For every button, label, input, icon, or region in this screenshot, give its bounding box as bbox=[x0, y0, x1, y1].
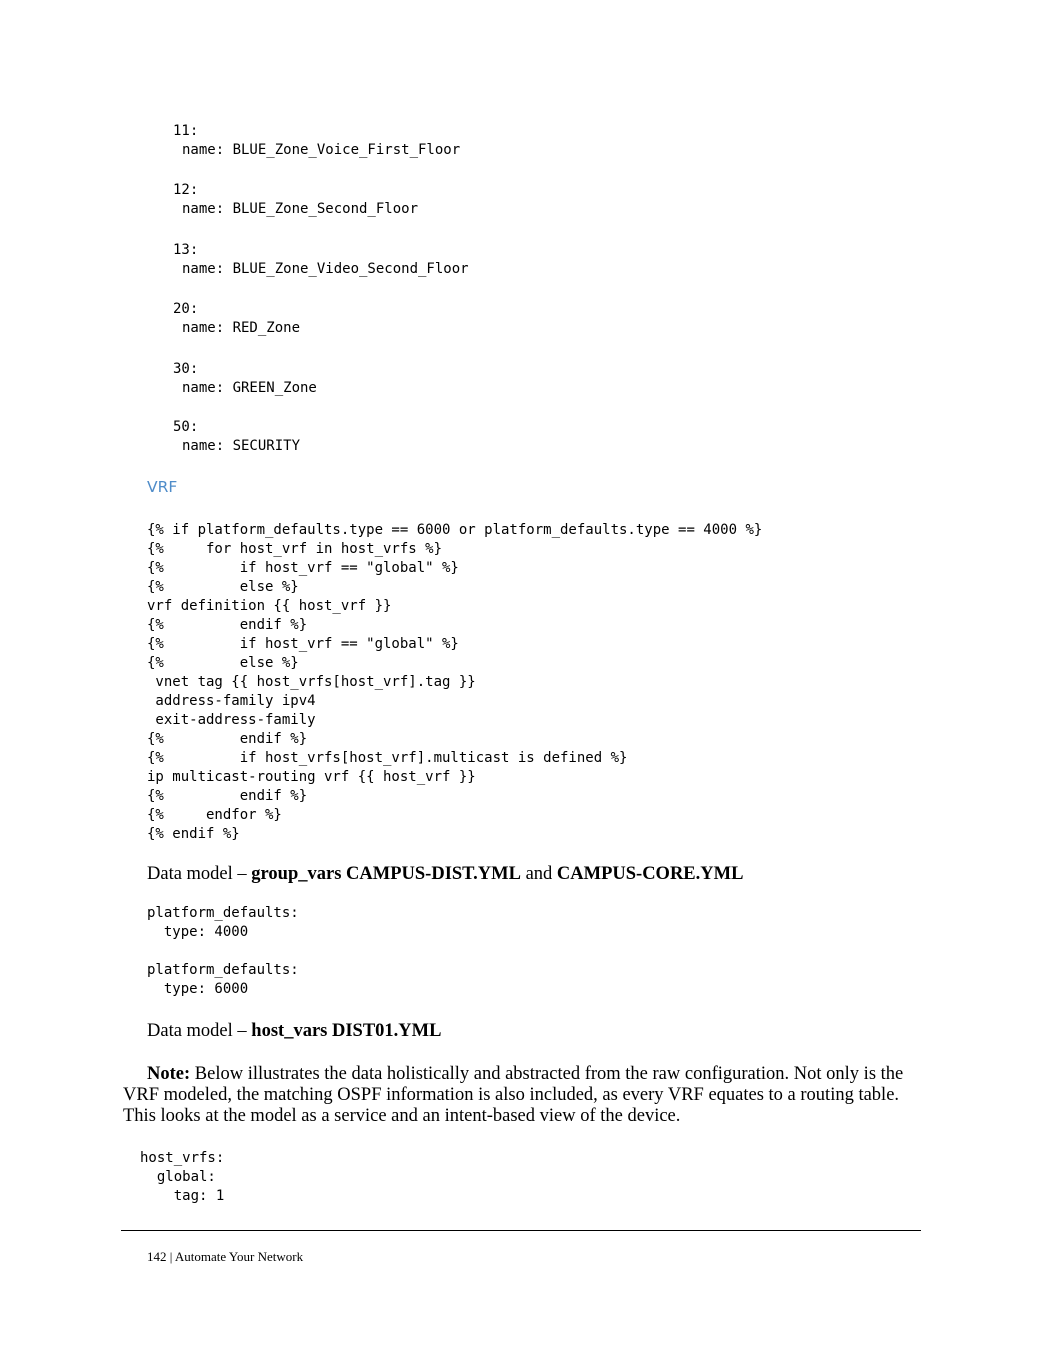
vlan-name: name: GREEN_Zone bbox=[182, 380, 317, 396]
code-line: {% endif %} bbox=[147, 617, 308, 633]
vlan-name: name: BLUE_Zone_Second_Floor bbox=[182, 201, 419, 217]
code-line: {% endif %} bbox=[147, 788, 308, 804]
note-line bbox=[123, 1064, 923, 1085]
code-line: {% else %} bbox=[147, 579, 299, 595]
code-line: type: 4000 bbox=[147, 924, 249, 940]
caption-filename: host_vars DIST01.YML bbox=[251, 1021, 442, 1041]
vlan-key: 20: bbox=[173, 301, 199, 317]
code-line: address-family ipv4 bbox=[147, 693, 316, 709]
vlan-key: 12: bbox=[173, 182, 199, 198]
code-line: platform_defaults: bbox=[147, 962, 299, 978]
vlan-key: 13: bbox=[173, 242, 199, 258]
code-line: {% else %} bbox=[147, 655, 299, 671]
note-text: Below illustrates the data holistically and abstracted from the raw configuration. Not only is the bbox=[190, 1064, 904, 1084]
caption-conjunction: and bbox=[520, 864, 557, 884]
note-label: Note: bbox=[147, 1064, 191, 1084]
vlan-key: 50: bbox=[173, 419, 199, 435]
host-vrfs-code-block bbox=[140, 1149, 224, 1206]
vlan-name: name: BLUE_Zone_Video_Second_Floor bbox=[182, 261, 469, 277]
code-line: tag: 1 bbox=[140, 1188, 225, 1204]
code-line: {% if host_vrfs[host_vrf].multicast is defined %} bbox=[147, 750, 628, 766]
platform-defaults-block bbox=[147, 904, 299, 942]
code-line: {% endfor %} bbox=[147, 807, 282, 823]
code-line: host_vrfs: bbox=[140, 1150, 225, 1166]
code-line: {% if platform_defaults.type == 6000 or platform_defaults.type == 4000 %} bbox=[147, 522, 763, 538]
note-line: VRF modeled, the matching OSPF information is also included, as every VRF equates to a routing table. bbox=[123, 1085, 900, 1105]
code-line: {% if host_vrf == "global" %} bbox=[147, 560, 459, 576]
caption-filename: CAMPUS-CORE.YML bbox=[556, 864, 744, 884]
code-line: exit-address-family bbox=[147, 712, 316, 728]
code-line: ip multicast-routing vrf {{ host_vrf }} bbox=[147, 769, 476, 785]
caption-prefix: Data model – bbox=[147, 864, 252, 884]
vlan-key: 30: bbox=[173, 361, 199, 377]
code-line: {% endif %} bbox=[147, 731, 308, 747]
code-line: platform_defaults: bbox=[147, 905, 299, 921]
code-line: {% endif %} bbox=[147, 826, 240, 842]
vlan-name: name: BLUE_Zone_Voice_First_Floor bbox=[182, 142, 461, 158]
caption-filename: group_vars CAMPUS-DIST.YML bbox=[251, 864, 521, 884]
code-line: vrf definition {{ host_vrf }} bbox=[147, 598, 392, 614]
group-vars-caption bbox=[147, 864, 743, 885]
note-line: This looks at the model as a service and an intent-based view of the device. bbox=[123, 1106, 681, 1126]
code-line: {% for host_vrf in host_vrfs %} bbox=[147, 541, 443, 557]
platform-defaults-block bbox=[147, 961, 299, 999]
vlan-name: name: SECURITY bbox=[182, 438, 301, 454]
code-line: type: 6000 bbox=[147, 981, 249, 997]
note-paragraph bbox=[123, 1064, 923, 1127]
footer-divider bbox=[121, 1230, 921, 1231]
code-line: global: bbox=[140, 1169, 216, 1185]
code-line: vnet tag {{ host_vrfs[host_vrf].tag }} bbox=[147, 674, 476, 690]
code-line: {% if host_vrf == "global" %} bbox=[147, 636, 459, 652]
vrf-section-heading: VRF bbox=[147, 478, 178, 496]
caption-prefix: Data model – bbox=[147, 1021, 252, 1041]
host-vars-caption bbox=[147, 1021, 441, 1042]
page-footer: 142 | Automate Your Network bbox=[147, 1249, 304, 1264]
vlan-name: name: RED_Zone bbox=[182, 320, 301, 336]
vlan-key: 11: bbox=[173, 123, 199, 139]
vrf-template-code-block bbox=[147, 521, 762, 844]
